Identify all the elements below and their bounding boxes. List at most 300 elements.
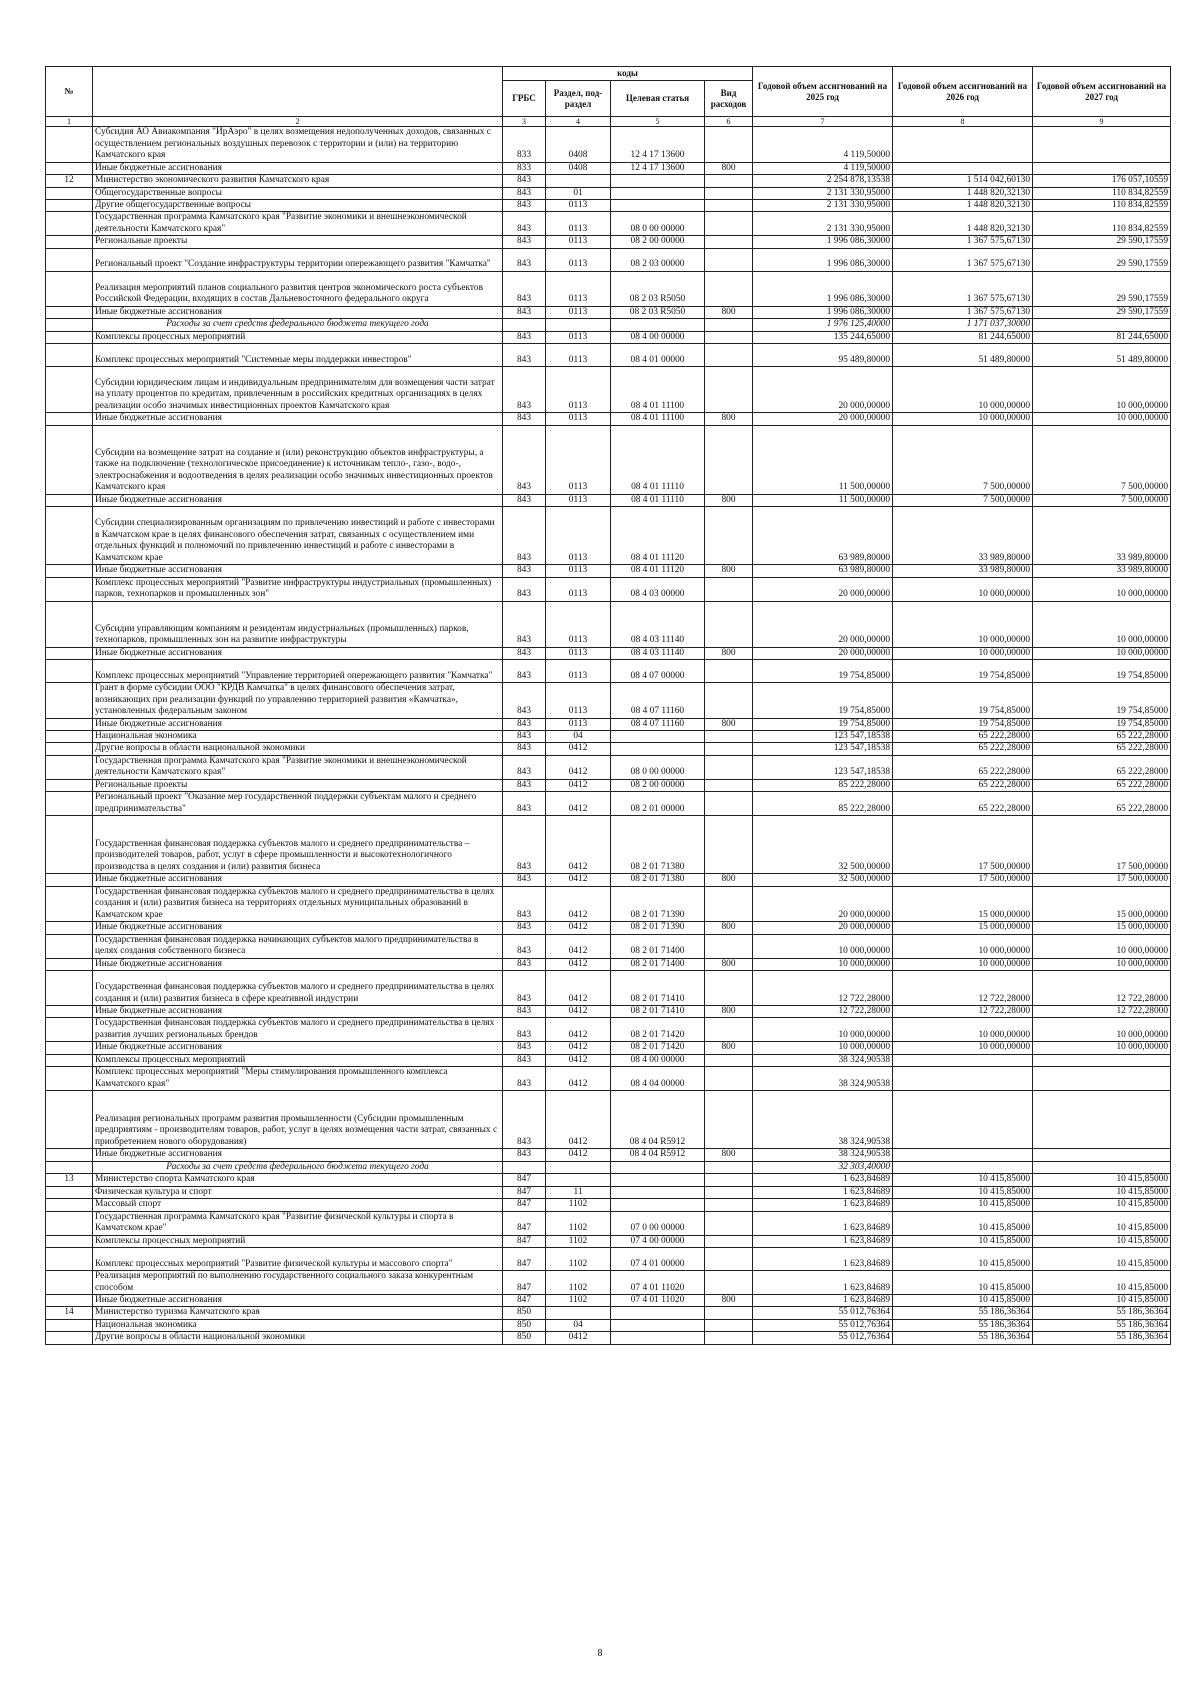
row-amount-2025: 38 324,90538: [753, 1091, 893, 1149]
row-grbs: 843: [503, 248, 546, 271]
row-amount-2026: 1 367 575,67130: [893, 236, 1033, 248]
row-name: Комплекс процессных мероприятий "Развитие инфраструктуры индустриальных (промышленных) парков, технопарков и промышленных зон": [93, 577, 503, 601]
row-number: [46, 1054, 93, 1066]
row-grbs: 843: [503, 212, 546, 236]
row-section: 0408: [546, 162, 611, 174]
row-grbs: 843: [503, 331, 546, 343]
row-section: 0412: [546, 1091, 611, 1149]
row-expense-kind: [705, 1271, 753, 1295]
table-row: [46, 248, 1171, 271]
table-row: [46, 331, 1171, 343]
row-section: 0113: [546, 248, 611, 271]
row-target-article: 08 4 04 R5912: [611, 1091, 705, 1149]
row-name: Комплексы процессных мероприятий: [93, 1054, 503, 1066]
row-amount-2026: 10 415,85000: [893, 1211, 1033, 1235]
table-row: [46, 792, 1171, 816]
col-number: 6: [705, 117, 753, 127]
row-name: Иные бюджетные ассигнования: [93, 958, 503, 970]
row-amount-2027: 10 000,00000: [1033, 367, 1171, 413]
row-grbs: 843: [503, 958, 546, 970]
header-name: [93, 67, 503, 117]
budget-sheet: [45, 66, 1170, 1345]
row-target-article: [611, 1174, 705, 1186]
row-target-article: 08 4 01 11120: [611, 565, 705, 577]
row-section: 0113: [546, 212, 611, 236]
row-amount-2026: 7 500,00000: [893, 494, 1033, 506]
row-amount-2027: 176 057,10559: [1033, 175, 1171, 187]
col-number: 8: [893, 117, 1033, 127]
table-row: [46, 816, 1171, 874]
row-amount-2026: 10 415,85000: [893, 1174, 1033, 1186]
row-amount-2026: 65 222,28000: [893, 730, 1033, 742]
row-expense-kind: [705, 755, 753, 779]
row-target-article: 08 2 01 71420: [611, 1018, 705, 1042]
row-section: 0412: [546, 958, 611, 970]
row-grbs: 843: [503, 344, 546, 367]
row-grbs: 843: [503, 934, 546, 958]
table-row: [46, 934, 1171, 958]
row-section: 0113: [546, 413, 611, 425]
row-amount-2027: [1033, 1067, 1171, 1091]
row-amount-2027: 12 722,28000: [1033, 1006, 1171, 1018]
row-name: Государственная финансовая поддержка субъектов малого и среднего предпринимательства в целях создания и (или) развития бизнеса в сфере креативной индустрии: [93, 971, 503, 1006]
row-number: [46, 1271, 93, 1295]
row-amount-2026: 15 000,00000: [893, 886, 1033, 921]
row-section: 0412: [546, 1149, 611, 1161]
row-amount-2026: 55 186,36364: [893, 1307, 1033, 1319]
row-expense-kind: [705, 1091, 753, 1149]
row-grbs: 843: [503, 660, 546, 683]
row-amount-2025: 32 500,00000: [753, 816, 893, 874]
row-amount-2025: 11 500,00000: [753, 494, 893, 506]
row-grbs: 843: [503, 200, 546, 212]
table-row: [46, 306, 1171, 318]
row-amount-2025: 20 000,00000: [753, 886, 893, 921]
row-amount-2027: 55 186,36364: [1033, 1332, 1171, 1344]
row-name: Иные бюджетные ассигнования: [93, 874, 503, 886]
row-grbs: 843: [503, 922, 546, 934]
row-target-article: 08 2 01 71410: [611, 1006, 705, 1018]
table-row: [46, 886, 1171, 921]
row-number: [46, 413, 93, 425]
row-amount-2027: 29 590,17559: [1033, 236, 1171, 248]
row-amount-2027: 51 489,80000: [1033, 344, 1171, 367]
row-amount-2025: 20 000,00000: [753, 647, 893, 659]
table-row: [46, 958, 1171, 970]
row-number: [46, 425, 93, 494]
row-amount-2025: 55 012,76364: [753, 1307, 893, 1319]
row-amount-2027: 33 989,80000: [1033, 507, 1171, 565]
row-amount-2025: 4 119,50000: [753, 162, 893, 174]
row-grbs: 847: [503, 1271, 546, 1295]
table-row: [46, 1294, 1171, 1306]
row-number: [46, 601, 93, 647]
table-row: [46, 1271, 1171, 1295]
row-section: 0113: [546, 200, 611, 212]
row-grbs: [503, 319, 546, 331]
row-grbs: 833: [503, 127, 546, 162]
row-expense-kind: [705, 1199, 753, 1211]
row-name: Государственная финансовая поддержка начинающих субъектов малого предпринимательства в целях создания собственного бизнеса: [93, 934, 503, 958]
row-target-article: 08 4 04 00000: [611, 1067, 705, 1091]
row-expense-kind: 800: [705, 647, 753, 659]
row-amount-2025: 1 623,84689: [753, 1235, 893, 1247]
table-row: [46, 236, 1171, 248]
row-amount-2027: 81 244,65000: [1033, 331, 1171, 343]
table-row: [46, 1067, 1171, 1091]
row-section: 0113: [546, 683, 611, 718]
row-expense-kind: [705, 200, 753, 212]
row-name: Государственная программа Камчатского края "Развитие экономики и внешнеэкономической деятельности Камчатского края": [93, 755, 503, 779]
row-grbs: 843: [503, 755, 546, 779]
row-section: 1102: [546, 1199, 611, 1211]
row-grbs: 850: [503, 1307, 546, 1319]
row-amount-2026: 65 222,28000: [893, 755, 1033, 779]
row-amount-2026: 81 244,65000: [893, 331, 1033, 343]
row-number: [46, 971, 93, 1006]
row-target-article: [611, 1199, 705, 1211]
row-section: 0113: [546, 494, 611, 506]
row-number: [46, 1067, 93, 1091]
row-amount-2027: [1033, 1054, 1171, 1066]
row-amount-2025: 2 131 330,95000: [753, 212, 893, 236]
row-amount-2027: 7 500,00000: [1033, 425, 1171, 494]
row-target-article: 08 2 01 71400: [611, 958, 705, 970]
row-number: [46, 306, 93, 318]
row-section: 04: [546, 1319, 611, 1331]
row-amount-2026: 51 489,80000: [893, 344, 1033, 367]
row-name: Государственная программа Камчатского края "Развитие физической культуры и спорта в Камчатском крае": [93, 1211, 503, 1235]
row-target-article: 08 2 01 71420: [611, 1042, 705, 1054]
row-target-article: 08 4 03 11140: [611, 601, 705, 647]
row-section: 1102: [546, 1248, 611, 1271]
row-expense-kind: 800: [705, 1042, 753, 1054]
header-2026: Годовой объем ассигнований на 2026 год: [893, 67, 1033, 117]
row-grbs: 850: [503, 1319, 546, 1331]
row-expense-kind: [705, 127, 753, 162]
row-section: 0113: [546, 718, 611, 730]
row-grbs: 847: [503, 1248, 546, 1271]
col-number: 9: [1033, 117, 1171, 127]
row-name: Реализация мероприятий планов социального развития центров экономического роста субъектов Российской Федерации, входящих в состав Дальневосточного федерального округа: [93, 271, 503, 306]
row-name: Субсидии управляющим компаниям и резидентам индустриальных (промышленных) парков, технопарков, промышленных зон на развитие инфраструктуры: [93, 601, 503, 647]
row-expense-kind: [705, 743, 753, 755]
row-name: Иные бюджетные ассигнования: [93, 647, 503, 659]
row-name: Реализация мероприятий по выполнению государственного социального заказа конкурентным способом: [93, 1271, 503, 1295]
row-amount-2027: 29 590,17559: [1033, 271, 1171, 306]
row-target-article: 08 2 01 71390: [611, 922, 705, 934]
row-name: Субсидия АО Авиакомпания "ИрАэро" в целях возмещения недополученных доходов, связанных с осуществлением региональных воздушных перевозок с территории и (или) на территорию Камчатского края: [93, 127, 503, 162]
row-target-article: 08 2 03 00000: [611, 248, 705, 271]
row-grbs: 843: [503, 1006, 546, 1018]
row-grbs: 843: [503, 425, 546, 494]
row-name: Иные бюджетные ассигнования: [93, 413, 503, 425]
row-grbs: 843: [503, 718, 546, 730]
row-name: Иные бюджетные ассигнования: [93, 494, 503, 506]
row-name: Иные бюджетные ассигнования: [93, 306, 503, 318]
row-amount-2026: 10 000,00000: [893, 367, 1033, 413]
row-amount-2026: 33 989,80000: [893, 507, 1033, 565]
row-amount-2026: [893, 162, 1033, 174]
row-name: Иные бюджетные ассигнования: [93, 1294, 503, 1306]
row-grbs: 843: [503, 507, 546, 565]
row-expense-kind: [705, 1067, 753, 1091]
row-amount-2026: 15 000,00000: [893, 922, 1033, 934]
row-section: 0412: [546, 1006, 611, 1018]
row-target-article: 12 4 17 13600: [611, 127, 705, 162]
row-target-article: 07 4 01 00000: [611, 1248, 705, 1271]
row-number: [46, 730, 93, 742]
row-amount-2025: 1 623,84689: [753, 1271, 893, 1295]
row-expense-kind: 800: [705, 718, 753, 730]
header-codes: коды: [503, 67, 753, 81]
row-section: 0412: [546, 743, 611, 755]
row-amount-2025: 2 131 330,95000: [753, 187, 893, 199]
row-amount-2027: 10 415,85000: [1033, 1248, 1171, 1271]
row-amount-2025: 20 000,00000: [753, 601, 893, 647]
table-row: [46, 1307, 1171, 1319]
row-target-article: 08 4 04 R5912: [611, 1149, 705, 1161]
row-amount-2025: 1 623,84689: [753, 1199, 893, 1211]
row-expense-kind: 800: [705, 494, 753, 506]
row-name: Иные бюджетные ассигнования: [93, 1042, 503, 1054]
row-amount-2025: 19 754,85000: [753, 683, 893, 718]
row-amount-2027: 10 000,00000: [1033, 413, 1171, 425]
row-expense-kind: [705, 319, 753, 331]
table-row: [46, 367, 1171, 413]
row-target-article: 08 4 01 00000: [611, 344, 705, 367]
row-amount-2025: 1 623,84689: [753, 1174, 893, 1186]
row-section: 0113: [546, 601, 611, 647]
row-grbs: 847: [503, 1294, 546, 1306]
row-amount-2027: 15 000,00000: [1033, 922, 1171, 934]
row-amount-2027: 110 834,82559: [1033, 212, 1171, 236]
table-row: [46, 344, 1171, 367]
row-number: [46, 187, 93, 199]
row-amount-2027: 55 186,36364: [1033, 1307, 1171, 1319]
col-number: 5: [611, 117, 705, 127]
row-name: Другие вопросы в области национальной экономики: [93, 1332, 503, 1344]
row-target-article: 08 4 00 00000: [611, 1054, 705, 1066]
row-amount-2025: 19 754,85000: [753, 718, 893, 730]
row-amount-2026: [893, 127, 1033, 162]
row-expense-kind: [705, 425, 753, 494]
row-expense-kind: [705, 187, 753, 199]
row-amount-2027: 65 222,28000: [1033, 730, 1171, 742]
row-amount-2026: 55 186,36364: [893, 1319, 1033, 1331]
row-expense-kind: 800: [705, 1149, 753, 1161]
row-number: [46, 1319, 93, 1331]
row-number: [46, 934, 93, 958]
row-expense-kind: [705, 248, 753, 271]
row-amount-2025: 12 722,28000: [753, 971, 893, 1006]
row-amount-2025: 95 489,80000: [753, 344, 893, 367]
row-amount-2026: 10 000,00000: [893, 601, 1033, 647]
row-name: Комплекс процессных мероприятий "Развитие физической культуры и массового спорта": [93, 1248, 503, 1271]
row-target-article: 08 4 01 11100: [611, 367, 705, 413]
row-amount-2026: 65 222,28000: [893, 743, 1033, 755]
row-section: 0113: [546, 344, 611, 367]
row-amount-2026: 19 754,85000: [893, 683, 1033, 718]
row-number: [46, 200, 93, 212]
row-section: 0113: [546, 367, 611, 413]
row-target-article: [611, 187, 705, 199]
row-number: [46, 1186, 93, 1198]
row-number: [46, 874, 93, 886]
row-amount-2025: 10 000,00000: [753, 1018, 893, 1042]
row-section: 0113: [546, 236, 611, 248]
row-expense-kind: [705, 816, 753, 874]
row-grbs: [503, 1161, 546, 1173]
row-amount-2025: 123 547,18538: [753, 730, 893, 742]
row-grbs: 843: [503, 306, 546, 318]
row-expense-kind: [705, 683, 753, 718]
row-amount-2027: 10 000,00000: [1033, 577, 1171, 601]
row-expense-kind: [705, 344, 753, 367]
row-amount-2027: 10 415,85000: [1033, 1211, 1171, 1235]
page-number: 8: [597, 1648, 603, 1659]
row-expense-kind: [705, 1248, 753, 1271]
row-expense-kind: [705, 175, 753, 187]
row-expense-kind: [705, 367, 753, 413]
row-name: Комплекс процессных мероприятий "Системные меры поддержки инвесторов": [93, 344, 503, 367]
row-section: 11: [546, 1186, 611, 1198]
row-section: 04: [546, 730, 611, 742]
row-number: [46, 1006, 93, 1018]
row-amount-2026: 12 722,28000: [893, 971, 1033, 1006]
row-amount-2025: 85 222,28000: [753, 792, 893, 816]
row-grbs: 843: [503, 792, 546, 816]
row-name: Субсидии специализированным организациям по привлечению инвестиций и работе с инвесторами в Камчатском крае в целях финансового обеспечения затрат, связанных с осуществлением ими отдельных функций и полномочий по привлечению инвестиций и работе с инвесторами в Камчатском крае: [93, 507, 503, 565]
row-section: 0412: [546, 816, 611, 874]
row-grbs: 850: [503, 1332, 546, 1344]
row-target-article: 08 4 01 11100: [611, 413, 705, 425]
row-target-article: 08 4 03 00000: [611, 577, 705, 601]
row-number: [46, 779, 93, 791]
row-target-article: 08 4 07 11160: [611, 718, 705, 730]
row-expense-kind: 800: [705, 922, 753, 934]
row-amount-2025: 10 000,00000: [753, 934, 893, 958]
row-section: [546, 1161, 611, 1173]
row-amount-2026: 10 000,00000: [893, 577, 1033, 601]
row-grbs: 843: [503, 779, 546, 791]
row-amount-2026: 65 222,28000: [893, 779, 1033, 791]
row-amount-2027: 10 415,85000: [1033, 1235, 1171, 1247]
row-amount-2026: 10 000,00000: [893, 647, 1033, 659]
row-section: 0408: [546, 127, 611, 162]
row-number: [46, 886, 93, 921]
row-expense-kind: [705, 601, 753, 647]
table-row: [46, 425, 1171, 494]
row-section: 0113: [546, 507, 611, 565]
row-section: 0412: [546, 755, 611, 779]
row-expense-kind: [705, 1018, 753, 1042]
row-grbs: 843: [503, 494, 546, 506]
row-amount-2025: 135 244,65000: [753, 331, 893, 343]
row-amount-2025: 19 754,85000: [753, 660, 893, 683]
row-amount-2027: 10 000,00000: [1033, 958, 1171, 970]
row-amount-2026: 10 415,85000: [893, 1199, 1033, 1211]
row-amount-2027: 19 754,85000: [1033, 683, 1171, 718]
table-row: [46, 1006, 1171, 1018]
table-row: [46, 162, 1171, 174]
row-expense-kind: [705, 1235, 753, 1247]
row-expense-kind: [705, 1186, 753, 1198]
table-row: [46, 730, 1171, 742]
row-grbs: 847: [503, 1199, 546, 1211]
row-number: [46, 367, 93, 413]
row-number: [46, 494, 93, 506]
row-amount-2027: 10 415,85000: [1033, 1271, 1171, 1295]
row-expense-kind: [705, 236, 753, 248]
table-row: [46, 779, 1171, 791]
row-amount-2027: 29 590,17559: [1033, 248, 1171, 271]
row-name: Иные бюджетные ассигнования: [93, 565, 503, 577]
table-header: [46, 67, 1171, 127]
row-amount-2027: [1033, 1161, 1171, 1173]
row-amount-2027: 19 754,85000: [1033, 718, 1171, 730]
row-amount-2025: 63 989,80000: [753, 507, 893, 565]
row-amount-2026: 10 415,85000: [893, 1235, 1033, 1247]
row-amount-2027: 10 000,00000: [1033, 934, 1171, 958]
row-grbs: 843: [503, 1054, 546, 1066]
row-expense-kind: [705, 730, 753, 742]
row-number: 14: [46, 1307, 93, 1319]
row-amount-2027: 17 500,00000: [1033, 816, 1171, 874]
row-amount-2027: 65 222,28000: [1033, 779, 1171, 791]
row-expense-kind: [705, 507, 753, 565]
row-name: Региональные проекты: [93, 236, 503, 248]
row-amount-2025: 85 222,28000: [753, 779, 893, 791]
row-name: Реализация региональных программ развития промышленности (Субсидии промышленным предприятиям - производителям товаров, работ, услуг в целях возмещения части затрат, связанных с приобретением нового оборудования): [93, 1091, 503, 1149]
row-name: Расходы за счет средств федерального бюджета текущего года: [93, 319, 503, 331]
row-number: [46, 922, 93, 934]
row-amount-2025: 55 012,76364: [753, 1319, 893, 1331]
row-grbs: 843: [503, 971, 546, 1006]
row-grbs: 843: [503, 647, 546, 659]
row-amount-2027: 65 222,28000: [1033, 792, 1171, 816]
row-amount-2027: 10 000,00000: [1033, 647, 1171, 659]
row-grbs: 843: [503, 683, 546, 718]
row-name: Другие общегосударственные вопросы: [93, 200, 503, 212]
row-target-article: 08 4 07 11160: [611, 683, 705, 718]
row-target-article: 08 2 01 71390: [611, 886, 705, 921]
table-row: [46, 413, 1171, 425]
header-2025: Годовой объем ассигнований на 2025 год: [753, 67, 893, 117]
row-expense-kind: 800: [705, 958, 753, 970]
table-row: [46, 577, 1171, 601]
row-section: [546, 1307, 611, 1319]
row-target-article: 08 2 01 71380: [611, 816, 705, 874]
row-amount-2025: 20 000,00000: [753, 367, 893, 413]
row-number: [46, 1161, 93, 1173]
row-name: Региональный проект "Оказание мер государственной поддержки субъектам малого и среднего предпринимательства": [93, 792, 503, 816]
row-number: [46, 577, 93, 601]
row-number: [46, 1042, 93, 1054]
table-row: [46, 1054, 1171, 1066]
row-name: Комплекс процессных мероприятий "Управление территорией опережающего развития "Камчатка": [93, 660, 503, 683]
header-kind: Вид расходов: [705, 81, 753, 117]
row-amount-2027: [1033, 319, 1171, 331]
row-target-article: 07 4 00 00000: [611, 1235, 705, 1247]
row-expense-kind: 800: [705, 565, 753, 577]
row-section: [546, 319, 611, 331]
row-name: Региональные проекты: [93, 779, 503, 791]
col-number: 7: [753, 117, 893, 127]
row-name: Комплекс процессных мероприятий "Меры стимулирования промышленного комплекса Камчатского края": [93, 1067, 503, 1091]
row-amount-2027: 55 186,36364: [1033, 1319, 1171, 1331]
table-row: [46, 971, 1171, 1006]
